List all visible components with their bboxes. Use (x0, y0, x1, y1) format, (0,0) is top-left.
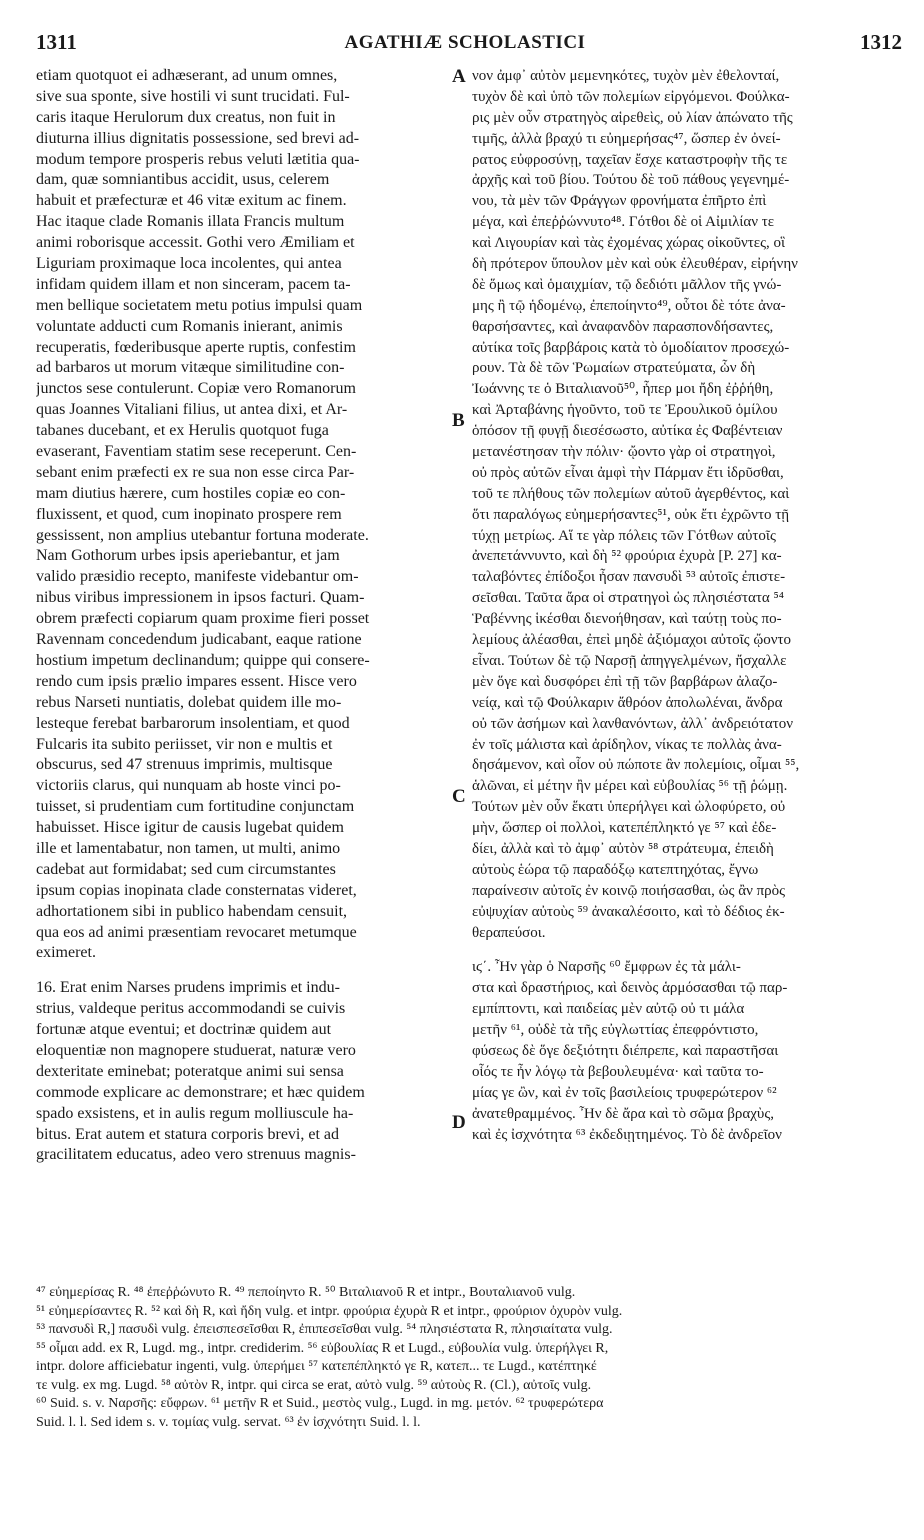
greek-text-line: ἀρχῆς καὶ τοῦ βίου. Τούτου δὲ τοῦ πάθους γεγενημέ- (472, 172, 790, 189)
footnote-line: intpr. dolore afficiebatur ingenti, vulg. ὑπερήμει ⁵⁷ κατεπέπληκτό γε R, κατεπ... τε Lugd., κατέπτηκέ (36, 1359, 597, 1374)
greek-text-line: ἀνατεθραμμένος. Ἦν δὲ ἄρα καὶ τὸ σῶμα βραχὺς, (472, 1105, 775, 1122)
footnote-line: ⁵⁵ οἶμαι add. ex R, Lugd. mg., intpr. crediderim. ⁵⁶ εὐβουλίας R et Lugd., εὐβουλία vulg. ὑπερήλγει R, (36, 1340, 609, 1356)
greek-column (472, 66, 892, 1145)
footnote-line: τε vulg. ex mg. Lugd. ⁵⁸ αὐτὸν R, intpr. qui circa se erat, αὐτὸ vulg. ⁵⁹ αὐτοὺς R. (Cl.), αὐτοῖς vulg. (36, 1377, 592, 1393)
greek-text-line: οὐ πρὸς αὐτῶν εἶναι ἀμφὶ τὴν Πάρμαν ἔτι ἱδρῦσθαι, (472, 464, 784, 481)
greek-text-line: δίει, ἀλλὰ καὶ τὸ ἀμφ᾽ αὐτὸν ⁵⁸ στράτευμα, ἐπειδὴ (472, 840, 774, 857)
greek-text-line: μετανέστησαν τὴν πόλιν· ᾤοντο γὰρ οἱ στρατηγοὶ, (472, 444, 776, 461)
greek-text-line: ιϛ΄. Ἦν γὰρ ὁ Ναρσῆς ⁶⁰ ἔμφρων ἐς τὰ μάλι- (472, 959, 741, 976)
greek-text-line: ρουν. Τὰ δὲ τῶν Ῥωμαίων στρατεύματα, ὧν δὴ (472, 360, 756, 377)
greek-text-line: οὐ τῶν ἀσήμων καὶ λανθανόντων, ἀλλ᾽ ἀνδρειότατον (472, 715, 793, 732)
greek-text-line: ταλαβόντες ἐπίδοξοι ἦσαν πανσυδὶ ⁵³ αὐτοῖς ἐπιστε- (472, 569, 786, 586)
greek-text-line: θεραπεύσοι. (472, 924, 546, 941)
paragraph-gap (472, 943, 892, 957)
greek-text-line: νου, τὰ μὲν τῶν Φράγγων φρονήματα ἐπῆρτο ἐπὶ (472, 193, 767, 210)
latin-text-line: qua eos ad animi præsentiam revocaret metumque (36, 923, 357, 941)
latin-text-line: eloquentiæ non magnopere studuerat, naturæ vero (36, 1041, 356, 1059)
greek-text-line: σεῖσθαι. Ταῦτα ἄρα οἱ στρατηγοὶ ὡς πλησιέστατα ⁵⁴ (472, 590, 784, 607)
footnotes (36, 1284, 892, 1432)
greek-text-line: οἷός τε ἦν λόγῳ τὰ βεβουλευμένα· καὶ ταῦτα το- (472, 1063, 764, 1080)
latin-text-line: infidam quidem illam et non sinceram, pacem ta- (36, 275, 351, 293)
greek-text-line: παραίνεσιν αὐτοῖς ἐν κοινῷ ποιήσασθαι, ὡς ἂν πρὸς (472, 882, 786, 899)
latin-text-line: ille et lamentabatur, non tamen, ut multi, animo (36, 839, 341, 857)
greek-text-line: εὐψυχίαν αὐτοὺς ⁵⁹ ἀνακαλέσοιτο, καὶ τὸ δέδιος ἐκ- (472, 903, 785, 920)
latin-text-line: cadebat aut formidabat; sed cum circumstantes (36, 860, 336, 878)
greek-text-line: ἐν τοῖς μάλιστα καὶ ἀρίδηλον, νίκας τε πολλὰς ἀνα- (472, 736, 782, 753)
latin-text-line: ad barbaros ut morum vitæque similitudine con- (36, 359, 345, 377)
latin-text-line: animi roborisque accessit. Gothi vero Æmiliam et (36, 234, 355, 252)
greek-text-line: μὴν, ὥσπερ οἱ πολλοὶ, κατεπέπληκτό γε ⁵⁷ καὶ ἐδε- (472, 820, 777, 837)
latin-text-line: sive sua sponte, sive hostili vi sunt trucidati. Ful- (36, 87, 350, 105)
latin-text-line: tuisset, si prudentiam cum fortitudine conjunctam (36, 798, 355, 816)
greek-text-line: φύσεως δὲ ὅγε δεξιότητι διέπρεπε, καὶ παραστῆσαι (472, 1042, 779, 1059)
latin-text-line: diuturna illius dignitatis possessione, sed brevi ad- (36, 129, 360, 147)
latin-text-line: ipsum copias inopinata clade consternatas videret, (36, 881, 357, 899)
latin-text-line: lesteque ferebat barbarorum insolentiam, et quod (36, 714, 350, 732)
latin-text-line: Liguriam proximaque loca incolentes, qui antea (36, 255, 342, 273)
greek-text-line: μέγα, καὶ ἐπεῤῥώννυτο⁴⁸. Γότθοι δὲ οἱ Αἰμιλίαν τε (472, 214, 775, 231)
latin-text-line: dam, quæ somniantibus accidit, usus, celerem (36, 171, 330, 189)
latin-text-line: evaserant, Faventiam statim sese receperunt. Cen- (36, 443, 357, 461)
greek-text-line: ἀνεπετάννυντο, καὶ δὴ ⁵² φρούρια ἐχυρὰ [P. 27] κα- (472, 548, 782, 565)
latin-text-line: junctos sese contulerunt. Copiæ vero Romanorum (36, 380, 356, 398)
greek-text-line: δὴ πρότερον ὕπουλον μὲν καὶ οὐκ ἐλευθέραν, εἰρήνην (472, 256, 798, 273)
greek-text-line: αὐτοὺς ἑώρα τῷ παραδόξῳ κατεπτηχότας, ἔγνω (472, 861, 759, 878)
latin-text-line: rebus Narseti nuntiatis, dolebat quidem ille mo- (36, 693, 342, 711)
greek-text-line: μετῆν ⁶¹, οὐδὲ τὰ τῆς εὐγλωττίας ἐπεφρόντιστο, (472, 1022, 759, 1039)
greek-text-line: εἶναι. Τούτων δὲ τῷ Ναρσῇ ἀπηγγελμένων, ἤσχαλλε (472, 652, 787, 669)
latin-text-line: Fulcaris ita subito periisset, vir non e multis et (36, 735, 333, 753)
latin-text-line: hostium impetum declinandum; quippe qui consere- (36, 651, 370, 669)
greek-text-line: τυχὸν δὲ καὶ ὑπὸ τῶν πολεμίων εἰργόμενοι. Φούλκα- (472, 88, 790, 105)
section-marker-d: D (452, 1112, 466, 1133)
greek-text-line: ὅτι παραλόγως εὐημερήσαντες⁵¹, οὐκ ἔτι ἐχρῶντο τῇ (472, 506, 790, 523)
greek-text-line: μης ἢ τῷ ἡδομένῳ, ἐπεποίηντο⁴⁹, οὗτοι δὲ τότε ἀνα- (472, 297, 786, 314)
latin-text-line: quas Joannes Vitaliani filius, ut antea dixi, et Ar- (36, 401, 348, 419)
latin-text-line: bitus. Erat autem et statura corporis brevi, et ad (36, 1125, 340, 1143)
section-marker-a: A (452, 66, 466, 87)
latin-text-line: obrem præfecti copiarum quam proxime fieri posset (36, 610, 370, 628)
latin-text-line: fluxissent, et quod, cum inopinato prospere rem (36, 505, 342, 523)
footnote-line: ⁵¹ εὐημερίσαντες R. ⁵² καὶ δὴ R, καὶ ἤδη vulg. et intpr. φρούρια ἐχυρὰ R et intpr., φρούριον ὀχυρὸν vulg. (36, 1303, 623, 1319)
latin-text-line: commode explicare ac demonstrare; et hæc quidem (36, 1083, 365, 1101)
latin-text-line: Hac itaque clade Romanis illata Francis multum (36, 213, 345, 231)
section-marker-c: C (452, 786, 466, 807)
greek-text-line: στα καὶ δραστήριος, καὶ δεινὸς ἁρμόσασθαι τῷ παρ- (472, 980, 788, 997)
latin-text-line: sebant enim præfecti ex re sua non esse circa Par- (36, 463, 355, 481)
greek-text-line: λεμίους ἀλέασθαι, ἐπεὶ μηδὲ ἀξιόμαχοι αὐτοῖς ᾤοντο (472, 632, 791, 649)
latin-text-line: valido præsidio recepto, manifeste videbantur om- (36, 568, 359, 586)
latin-text-line: recuperatis, fœderibusque aperte ruptis, confestim (36, 338, 356, 356)
latin-text-line: habuit et præfecturæ et 46 vitæ exitum ac finem. (36, 192, 347, 210)
greek-text-line: νείᾳ, καὶ τῷ Φούλκαριν ἄθρόον ἀπολωλέναι, ἄνδρα (472, 694, 783, 711)
footnote-line: ⁴⁷ εὐημερίσας R. ⁴⁸ ἐπεῤῥώνυτο R. ⁴⁹ πεποίηντο R. ⁵⁰ Βιταλιανοῦ R et intpr., Βουταλιανοῦ vulg. (36, 1285, 576, 1300)
page-number-left: 1311 (36, 30, 77, 54)
greek-text-line: εμπίπτοντι, καὶ παιδείας μὲν αὐτῷ οὐ τι μάλα (472, 1001, 745, 1018)
greek-text-line: ὁπόσον τῇ φυγῇ διεσέσωστο, αὐτίκα ἐς Φαβέντειαν (472, 423, 783, 440)
latin-text-line: voluntate adducti cum Romanis inierant, animis (36, 317, 343, 335)
latin-text-line: mam diutius hærere, cum hostiles copiæ eo con- (36, 484, 346, 502)
running-title: AGATHIÆ SCHOLASTICI (344, 32, 586, 53)
greek-text-line: θαρσήσαντες, καὶ ἀναφανδὸν παρασπονδήσαντες, (472, 318, 774, 335)
greek-text-line: καὶ Λιγουρίαν καὶ τὰς ἐχομένας χώρας οἰκοῦντες, οἳ (472, 235, 786, 252)
latin-text-line: modum tempore prosperis rebus veluti lætitia qua- (36, 150, 360, 168)
greek-text-line: ρις μὲν οὖν στρατηγὸς αἱρεθεὶς, οὐ λίαν ἀπώνατο τῆς (472, 109, 793, 126)
greek-text-line: τύχῃ μετρίως. Αἵ τε γὰρ πόλεις τῶν Γότθων αὐτοῖς (472, 527, 776, 544)
greek-text-line: ρατος εὐφροσύνῃ, ταχεῖαν ἔσχε καταστροφὴν τῆς τε (472, 151, 788, 168)
latin-text-line: gracilitatem educatus, adeo vero strenuus magnis- (36, 1146, 356, 1164)
greek-text-line: τοῦ τε πλήθους τῶν πολεμίων αὐτοῦ ἀγερθέντος, καὶ (472, 485, 790, 502)
latin-text-line: men bellique societatem metu potius impulsi quam (36, 296, 363, 314)
greek-text-line: τιμῆς, ἀλλὰ βραχύ τι εὐημερήσας⁴⁷, ὥσπερ ἐν ὀνεί- (472, 130, 781, 147)
greek-text-line: Ἰωάννης τε ὁ Βιταλιανοῦ⁵⁰, ἧπερ μοι ἤδη ἐῤῥήθη, (472, 381, 774, 398)
footnote-line: ⁵³ πανσυδὶ R,] πασυδὶ vulg. ἐπεισπεσεῖσθαι R, ἐπιπεσεῖσθαι vulg. ⁵⁴ πλησιέστατα R, πλησιαίτατα vulg. (36, 1322, 613, 1337)
page-header (28, 30, 902, 60)
footnote-line: ⁶⁰ Suid. s. v. Ναρσῆς: εὔφρων. ⁶¹ μετῆν R et Suid., μεστὸς vulg., Lugd. in mg. μετόν. ⁶² τρυφερώτερα (36, 1396, 604, 1411)
greek-text-line: δὲ ὅμως καὶ ὁμαιχμίαν, τῷ δεδιότι μᾶλλον τῆς γνώ- (472, 276, 782, 293)
section-marker-b: B (452, 410, 465, 431)
latin-text-line: nibus viribus impressionem in ipsos facturi. Quam- (36, 589, 365, 607)
footnote-line: Suid. l. l. Sed idem s. v. τομίας vulg. servat. ⁶³ ἐν ἰσχνότητι Suid. l. l. (36, 1414, 421, 1430)
latin-text-line: rendo cum ipsis prælio impares essent. Hisce vero (36, 672, 357, 690)
greek-text-line: δησάμενον, καὶ οἷον οὐ πώποτε ἂν πολεμίοις, οἶμαι ⁵⁵, (472, 757, 800, 774)
greek-text-line: Ῥαβέννης ἱκέσθαι διενοήθησαν, καὶ ταύτῃ τοὺς πο- (472, 611, 782, 628)
greek-text-line: καὶ Ἀρταβάνης ἡγοῦντο, τοῦ τε Ἐρουλικοῦ ὁμίλου (472, 402, 778, 419)
latin-text-line: gessissent, non amplius utebantur fortuna moderate. (36, 526, 369, 544)
latin-text-line: adhortationem sibi in publico habendam censuit, (36, 902, 348, 920)
latin-text-line: victoriis clarus, qui nunquam ab hoste vinci po- (36, 777, 341, 795)
greek-text-line: μὲν ὅγε καὶ δυσφόρει ἐπὶ τῇ τῶν βαρβάρων ἀλαζο- (472, 673, 778, 690)
greek-text-line: καὶ ἐς ἰσχνότητα ⁶³ ἐκδεδιῃτημένος. Τὸ δὲ ἀνδρεῖον (472, 1126, 782, 1143)
latin-text-line: spado exsistens, et in aulis regum molliuscule ha- (36, 1104, 354, 1122)
latin-text-line: habuisset. Hisce igitur de causis lugebat quidem (36, 819, 344, 837)
greek-text-line: Τούτων μὲν οὖν ἕκατι ὑπερήλγει καὶ ὠλοφύρετο, οὐ (472, 799, 786, 816)
latin-text-line: dexteritate eminebat; poteratque animi sui sensa (36, 1062, 344, 1080)
paragraph-gap (36, 964, 450, 978)
latin-text-line: caris itaque Herulorum dux creatus, non fuit in (36, 108, 336, 126)
latin-text-line: etiam quotquot ei adhæserant, ad unum omnes, (36, 67, 338, 84)
latin-text-line: obscurus, sed 47 strenuus imprimis, multisque (36, 756, 333, 774)
latin-text-line: tabanes ducebant, et ex Herulis quotquot fuga (36, 422, 329, 440)
latin-text-line: Nam Gothorum urbes ipsis aperiebantur, et jam (36, 547, 340, 565)
latin-text-line: 16. Erat enim Narses prudens imprimis et indu- (36, 979, 340, 997)
greek-text-line: νον ἀμφ᾽ αὐτὸν μεμενηκότες, τυχὸν μὲν ἐθελονταί, (472, 68, 780, 84)
latin-text-line: Ravennam concedendum judicabant, eaque ratione (36, 631, 362, 649)
latin-text-line: fortunæ atque eventui; et doctrinæ quidem aut (36, 1021, 332, 1039)
greek-text-line: αὐτίκα τοῖς βαρβάροις κατὰ τὸ ὁμοδίαιτον προσεχώ- (472, 339, 790, 356)
latin-column (36, 66, 450, 1166)
greek-text-line: ἁλῶναι, εἰ μέτην ἢν μέρει καὶ εὐβουλίας ⁵⁶ τῇ ῥώμῃ. (472, 778, 788, 795)
latin-text-line: strius, valdeque peritus accommodandi se cuivis (36, 1000, 346, 1018)
page-number-right: 1312 (860, 30, 902, 54)
latin-text-line: eximeret. (36, 944, 96, 962)
greek-text-line: μίας γε ὢν, καὶ ἐν τοῖς βασιλείοις τρυφερώτερον ⁶² (472, 1084, 777, 1101)
